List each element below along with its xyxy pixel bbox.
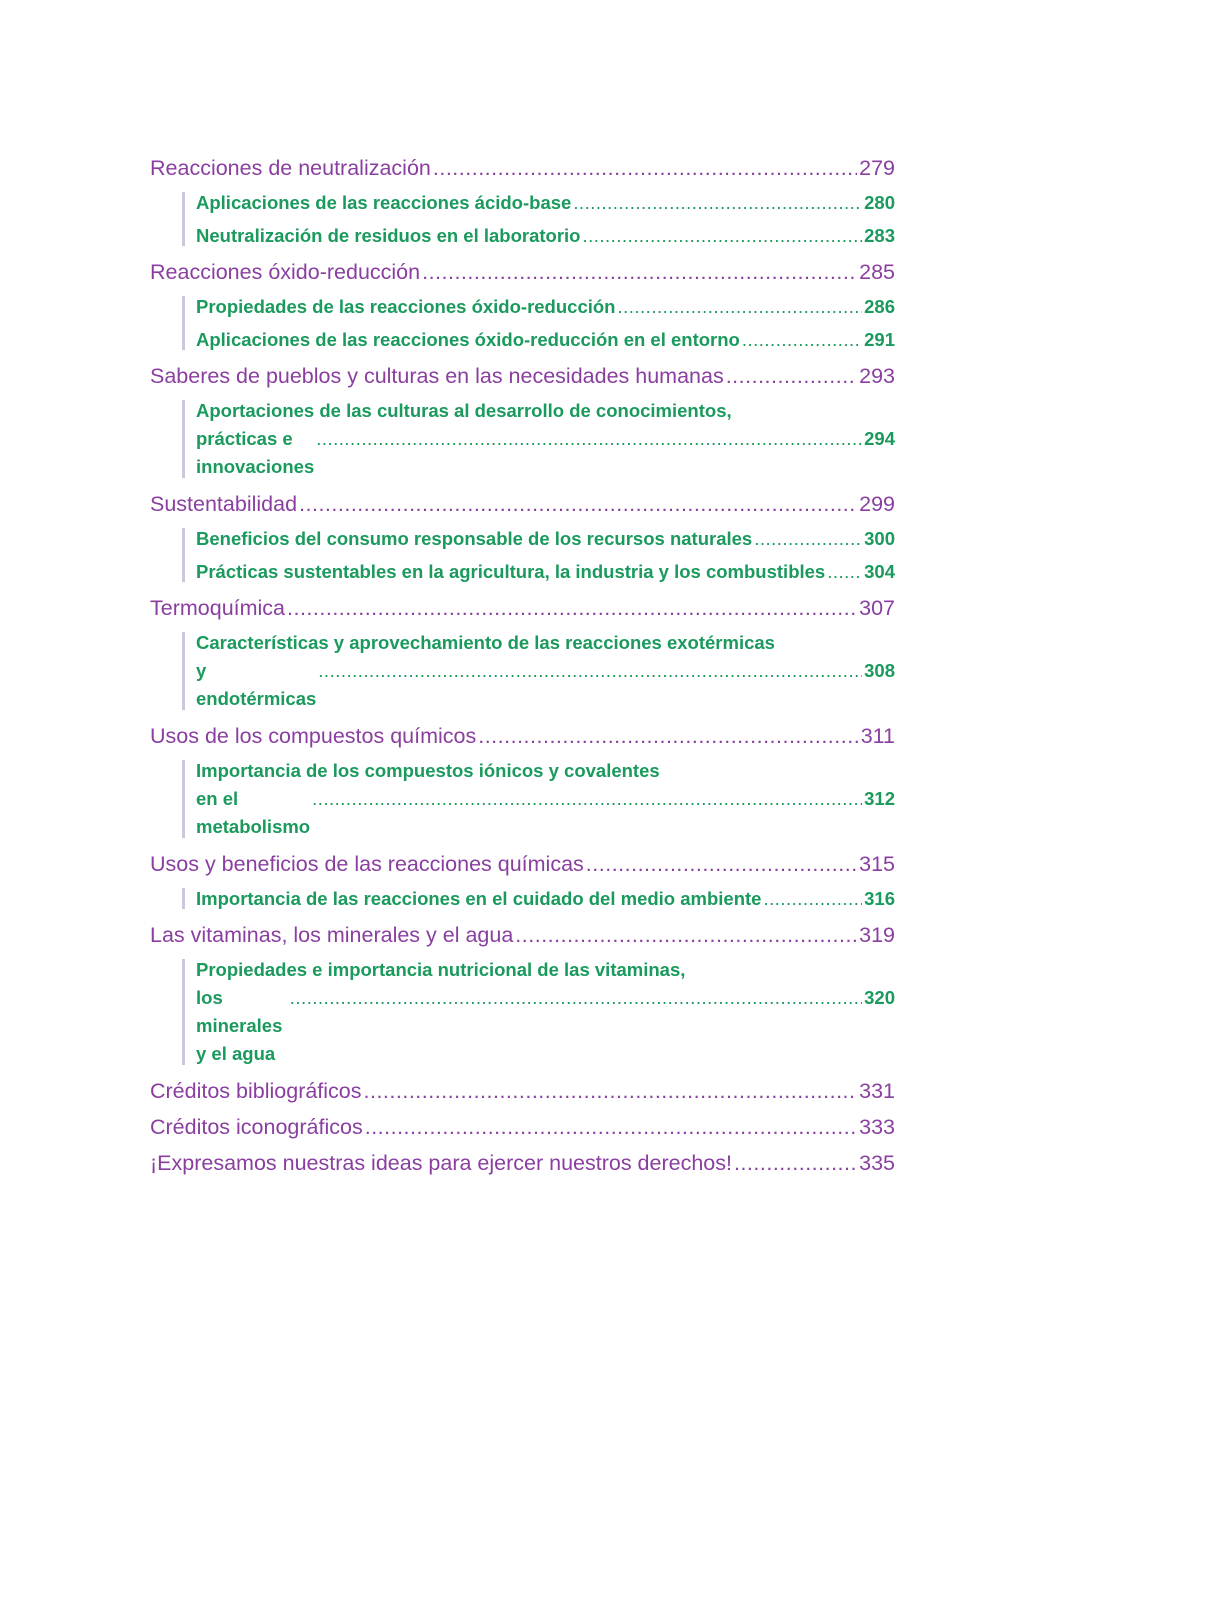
toc-entry-page: 293 <box>859 364 895 388</box>
dot-leader <box>582 219 862 252</box>
toc-subentry-page: 280 <box>864 192 895 213</box>
toc-entry[interactable] <box>150 917 895 953</box>
toc-subentry-page: 304 <box>864 561 895 582</box>
toc-subentry-title: Importancia de las reacciones en el cuidado del medio ambiente <box>196 888 762 909</box>
toc-subentry-title: Aplicaciones de las reacciones óxido-reducción en el entorno <box>196 329 740 350</box>
toc-subentry-title-line1: Importancia de los compuestos iónicos y covalentes <box>196 760 660 781</box>
toc-entry-title: Sustentabilidad <box>150 492 298 516</box>
toc-subentry[interactable] <box>196 882 895 915</box>
toc-entry-page: 311 <box>860 724 895 748</box>
dot-leader <box>617 290 862 323</box>
toc-subentry-title: Beneficios del consumo responsable de los recursos naturales <box>196 528 753 549</box>
toc-subentry-title: Propiedades de las reacciones óxido-reducción <box>196 296 616 317</box>
dot-leader <box>312 785 862 813</box>
toc-subentry-row <box>196 984 895 1068</box>
toc-entry-title: Usos de los compuestos químicos <box>150 724 477 748</box>
toc-entry[interactable] <box>150 718 895 754</box>
toc-subentry-title: Prácticas sustentables en la agricultura, la industria y los combustibles <box>196 561 826 582</box>
toc-subsection-group <box>182 754 895 844</box>
toc-entry[interactable] <box>150 358 895 394</box>
toc-subentry-title-line2: prácticas e innovaciones <box>196 428 315 477</box>
toc-entry[interactable] <box>150 254 895 290</box>
toc-entry-page: 307 <box>859 596 895 620</box>
toc-entry[interactable] <box>150 590 895 626</box>
toc-subentry-title-line2: y endotérmicas <box>196 660 317 709</box>
toc-subentry[interactable] <box>196 555 895 588</box>
toc-subentry[interactable] <box>196 394 895 484</box>
toc-subsection-group <box>182 882 895 915</box>
toc-entry-page: 333 <box>859 1115 895 1139</box>
toc-entry-title: ¡Expresamos nuestras ideas para ejercer nuestros derechos! <box>150 1151 732 1175</box>
toc-subentry-title-line1: Aportaciones de las culturas al desarrollo de conocimientos, <box>196 400 732 421</box>
toc-subsection-group <box>182 953 895 1071</box>
toc-entry[interactable] <box>150 846 895 882</box>
toc-subentry-row <box>196 657 895 713</box>
toc-entry-page: 299 <box>859 492 895 516</box>
dot-leader <box>726 358 857 394</box>
dot-leader <box>742 323 862 356</box>
dot-leader <box>365 1109 857 1145</box>
dot-leader <box>433 150 857 186</box>
toc-subentry-page: 291 <box>864 329 895 350</box>
toc-subentry-page: 320 <box>864 987 895 1008</box>
toc-subentry[interactable] <box>196 186 895 219</box>
toc-entry-title: Las vitaminas, los minerales y el agua <box>150 923 514 947</box>
toc-subsection-group <box>182 626 895 716</box>
toc-entry-page: 279 <box>859 156 895 180</box>
toc-entry-title: Reacciones óxido-reducción <box>150 260 421 284</box>
toc-subentry[interactable] <box>196 290 895 323</box>
toc-subentry-page: 308 <box>864 660 895 681</box>
dot-leader <box>573 186 862 219</box>
toc-subentry-title-line2: los minerales y el agua <box>196 987 283 1064</box>
toc-subsection-group <box>182 186 895 252</box>
dot-leader <box>287 590 857 626</box>
toc-subentry-title: Neutralización de residuos en el laboratorio <box>196 225 581 246</box>
dot-leader <box>316 425 862 453</box>
toc-subentry-title-line1: Características y aprovechamiento de las reacciones exotérmicas <box>196 632 775 653</box>
dot-leader <box>290 984 862 1012</box>
toc-entry[interactable] <box>150 1109 895 1145</box>
toc-subentry[interactable] <box>196 626 895 716</box>
toc-subentry-page: 300 <box>864 528 895 549</box>
toc-subentry[interactable] <box>196 219 895 252</box>
toc-subentry-page: 286 <box>864 296 895 317</box>
table-of-contents <box>150 150 895 1181</box>
dot-leader <box>754 522 862 555</box>
dot-leader <box>515 917 857 953</box>
toc-subentry-page: 294 <box>864 428 895 449</box>
toc-entry-page: 315 <box>859 852 895 876</box>
toc-entry[interactable] <box>150 486 895 522</box>
toc-subentry[interactable] <box>196 522 895 555</box>
toc-subentry-row <box>196 785 895 841</box>
toc-subsection-group <box>182 394 895 484</box>
toc-subentry-page: 316 <box>864 888 895 909</box>
toc-entry-title: Créditos iconográficos <box>150 1115 363 1139</box>
toc-entry-page: 319 <box>859 923 895 947</box>
toc-entry[interactable] <box>150 1073 895 1109</box>
dot-leader <box>299 486 857 522</box>
toc-subentry[interactable] <box>196 754 895 844</box>
toc-subsection-group <box>182 522 895 588</box>
toc-entry-title: Usos y beneficios de las reacciones químicas <box>150 852 584 876</box>
toc-entry-page: 285 <box>859 260 895 284</box>
toc-subentry-page: 283 <box>864 225 895 246</box>
toc-entry-title: Reacciones de neutralización <box>150 156 431 180</box>
toc-subentry[interactable] <box>196 323 895 356</box>
toc-entry-title: Saberes de pueblos y culturas en las necesidades humanas <box>150 364 724 388</box>
dot-leader <box>827 555 862 588</box>
toc-subentry-page: 312 <box>864 788 895 809</box>
dot-leader <box>364 1073 858 1109</box>
dot-leader <box>586 846 857 882</box>
dot-leader <box>734 1145 857 1181</box>
toc-subentry[interactable] <box>196 953 895 1071</box>
toc-entry[interactable] <box>150 1145 895 1181</box>
toc-subsection-group <box>182 290 895 356</box>
dot-leader <box>478 718 858 754</box>
dot-leader <box>318 657 862 685</box>
toc-subentry-title-line2: en el metabolismo <box>196 788 311 837</box>
dot-leader <box>422 254 857 290</box>
toc-subentry-title-line1: Propiedades e importancia nutricional de las vitaminas, <box>196 959 686 980</box>
toc-subentry-title: Aplicaciones de las reacciones ácido-base <box>196 192 572 213</box>
dot-leader <box>763 882 862 915</box>
toc-entry-title: Créditos bibliográficos <box>150 1079 362 1103</box>
toc-entry-page: 335 <box>859 1151 895 1175</box>
toc-entry-page: 331 <box>859 1079 895 1103</box>
toc-subentry-row <box>196 425 895 481</box>
toc-entry[interactable] <box>150 150 895 186</box>
toc-entry-title: Termoquímica <box>150 596 286 620</box>
